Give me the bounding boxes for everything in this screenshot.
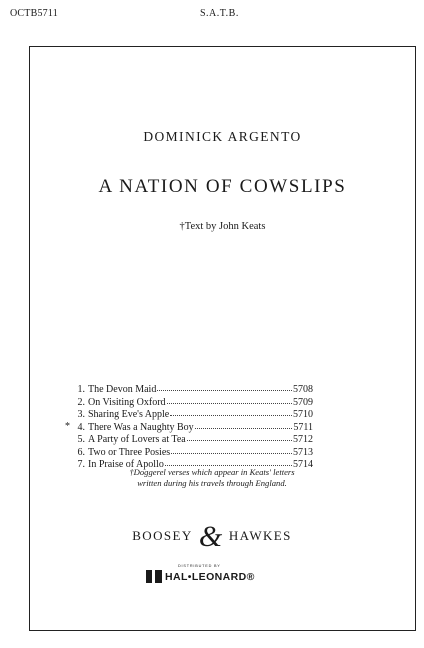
item-catalog-number: 5712 [293,434,313,445]
item-title: In Praise of Apollo [88,459,164,470]
contents-list [65,383,313,471]
dot-leader [195,420,293,429]
dot-leader [165,457,292,466]
distributed-by-label: DISTRIBUTED BY [178,564,221,568]
item-number: 3. [77,409,85,420]
item-number: 5. [77,434,85,445]
dot-leader [157,382,292,391]
item-title: There Was a Naughty Boy [88,421,194,433]
dot-leader [167,395,292,404]
distributor-logo [146,570,255,583]
item-number: 2. [77,396,85,408]
composer-name: DOMINICK ARGENTO [143,129,302,144]
item-catalog-number: 5711 [293,421,313,433]
catalog-number: OCTB5711 [10,8,58,19]
voicing-label: S.A.T.B. [200,8,239,19]
item-number: 6. [77,446,85,458]
item-number: 7. [77,459,85,470]
distributor-name: HAL•LEONARD® [165,570,255,583]
item-title: Two or Three Posies [88,446,171,458]
item-title: On Visiting Oxford [88,396,166,408]
publisher-name-right: HAWKES [228,528,292,543]
ampersand-logo: & [198,520,223,553]
item-number: 1. [77,384,85,395]
item-number: 4. [77,421,85,433]
dot-leader [171,445,292,454]
footnote [0,467,424,488]
item-title: The Devon Maid [88,384,157,395]
text-credit: †Text by John Keats [179,221,266,232]
item-title: A Party of Lovers at Tea [88,434,186,445]
item-catalog-number: 5708 [293,384,313,395]
footnote-line-2: written during his travels through England. [137,477,287,488]
dot-leader [187,432,292,441]
work-title: A NATION OF COWSLIPS [98,176,347,197]
footnote-line-1: †Doggerel verses which appear in Keats' letters [129,467,295,477]
publisher-name-left: BOOSEY [132,528,193,543]
item-title: Sharing Eve's Apple [88,409,170,420]
item-catalog-number: 5709 [293,396,313,408]
item-catalog-number: 5710 [293,409,313,420]
item-catalog-number: 5713 [293,446,313,458]
selected-marker: * [65,420,70,432]
publisher-logo [0,520,424,553]
hal-leonard-icon [146,570,162,583]
item-catalog-number: 5714 [293,459,313,470]
dot-leader [170,407,292,416]
